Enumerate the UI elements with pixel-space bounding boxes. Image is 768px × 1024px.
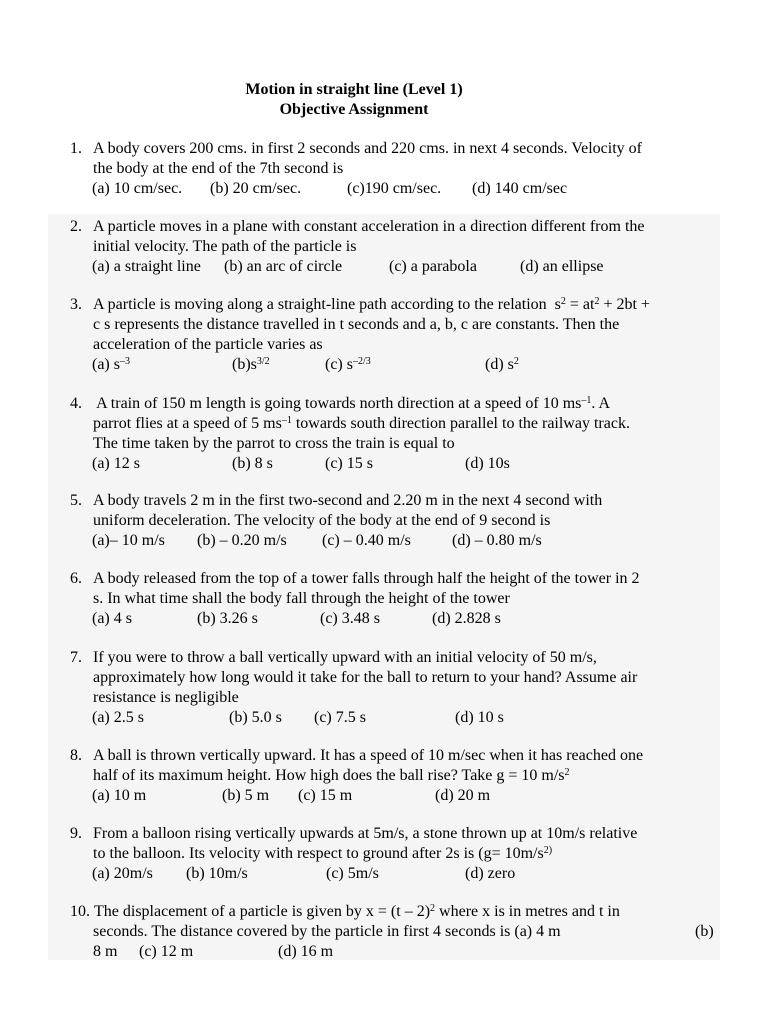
option-text: (a) s [92,356,120,373]
question-number: 6. [70,570,82,587]
option-c: (c) 12 m [139,943,194,960]
option-b: (b) – 0.20 m/s [197,532,287,549]
option-b [232,355,270,375]
option-text: (d) s [485,356,514,373]
question-text: s. In what time shall the body fall through the height of the tower [93,590,510,607]
text-run: where x is in metres and t in [435,903,620,920]
text-run: parrot flies at a speed of 5 ms [93,415,282,432]
exponent: 2 [594,296,600,307]
question-number: 1. [70,140,82,157]
question-text: c s represents the distance travelled in t seconds and a, b, c are constants. Then the [93,316,620,333]
option-d: (d) – 0.80 m/s [452,532,542,549]
question-text [93,844,552,864]
question-number: 8. [70,747,82,764]
question-number: 5. [70,492,82,509]
option-a: (a) 10 cm/sec. [92,180,183,197]
question-text [93,766,570,786]
exponent: 2 [430,903,436,914]
question-number: 9. [70,825,82,842]
option-d: (d) 2.828 s [432,610,501,627]
text-run: = at [565,296,595,313]
question-text: From a balloon rising vertically upwards at 5m/s, a stone thrown up at 10m/s relative [93,825,638,842]
document-title: Motion in straight line (Level 1) [245,81,463,98]
question-number: 2. [70,218,82,235]
exponent: –3 [119,356,130,367]
exponent: 2 [513,356,519,367]
exponent: 3/2 [256,356,270,367]
exponent: –1 [281,415,292,426]
option-c: (c) 3.48 s [320,610,380,627]
option-d: (d) 10s [465,455,510,472]
option-b: (b) 5.0 s [229,709,282,726]
option-c: (c) 7.5 s [314,709,366,726]
option-text: (c) s [325,356,353,373]
option-c: (c) a parabola [389,258,477,275]
option-d: (d) 16 m [278,943,334,960]
question-text: the body at the end of the 7th second is [93,160,344,177]
question-text: A body released from the top of a tower falls through half the height of the tower in 2 [93,570,640,587]
question-text: The time taken by the parrot to cross the train is equal to [93,435,455,452]
question-text [93,295,650,315]
exponent: –1 [581,395,592,406]
question-text [93,414,630,434]
option-b: 8 m [93,943,118,960]
question-number: 3. [70,296,82,313]
option-b: (b) 10m/s [186,865,248,882]
question-number: 4. [70,395,82,412]
exponent: –2/3 [352,356,371,367]
text-run: A train of 150 m length is going towards north direction at a speed of 10 ms [93,395,582,412]
option-d: (d) zero [465,865,516,882]
text-run: . A [591,395,611,412]
text-run: The displacement of a particle is given by x = (t – 2) [94,903,431,920]
question-number: 7. [70,649,82,666]
question-text: A body travels 2 m in the first two-second and 2.20 m in the next 4 second with [93,492,603,509]
question-text: seconds. The distance covered by the particle in first 4 seconds is (a) 4 m [93,923,561,940]
option-a: (a) 2.5 s [92,709,144,726]
option-d: (d) 140 cm/sec [472,180,568,197]
option-a: (a) 20m/s [92,865,153,882]
question-text: If you were to throw a ball vertically upward with an initial velocity of 50 m/s, [93,649,597,666]
question-number: 10. [70,903,90,920]
text-run: towards south direction parallel to the railway track. [291,415,630,432]
option-b-label: (b) [695,923,714,940]
option-c: (c) 15 m [298,787,353,804]
question-text: initial velocity. The path of the particle is [93,238,357,255]
text-run: A particle is moving along a straight-line path according to the relation s [93,296,561,313]
exponent: 2 [564,767,570,778]
option-a: (a) 12 s [92,455,140,472]
option-b: (b) an arc of circle [224,258,343,275]
text-run: + 2bt + [599,296,650,313]
exponent: 2) [543,845,553,856]
question-text: uniform deceleration. The velocity of the body at the end of 9 second is [93,512,551,529]
option-d [485,355,519,375]
option-d: (d) 20 m [435,787,491,804]
option-b: (b) 20 cm/sec. [210,180,302,197]
option-b: (b) 3.26 s [197,610,258,627]
question-text: A body covers 200 cms. in first 2 seconds and 220 cms. in next 4 seconds. Velocity of [93,140,642,157]
exponent: 2 [560,296,566,307]
question-text: approximately how long would it take for the ball to return to your hand? Assume air [93,669,638,686]
text-run: to the balloon. Its velocity with respect to ground after 2s is (g= 10m/s [93,845,544,862]
option-b: (b) 5 m [222,787,270,804]
option-c: (c) – 0.40 m/s [322,532,411,549]
text-run: half of its maximum height. How high does the ball rise? Take g = 10 m/s [93,767,565,784]
option-c: (c) 15 s [325,455,373,472]
question-text [93,394,610,414]
question-text: resistance is negligible [93,689,239,706]
option-c [325,355,371,375]
option-d: (d) an ellipse [520,258,604,275]
question-text: acceleration of the particle varies as [93,336,323,353]
document-subtitle: Objective Assignment [279,101,429,118]
option-c: (c) 5m/s [326,865,379,882]
option-c: (c)190 cm/sec. [347,180,442,197]
option-a: (a) 10 m [92,787,147,804]
question-text [94,902,620,922]
question-text: A particle moves in a plane with constant acceleration in a direction different from the [93,218,645,235]
option-a [92,355,130,375]
option-a: (a) 4 s [92,610,132,627]
option-text: (b)s [232,356,257,373]
option-d: (d) 10 s [455,709,504,726]
option-b: (b) 8 s [232,455,273,472]
option-a: (a) a straight line [92,258,201,275]
question-text: A ball is thrown vertically upward. It has a speed of 10 m/sec when it has reached one [93,747,644,764]
option-a: (a)– 10 m/s [92,532,165,549]
